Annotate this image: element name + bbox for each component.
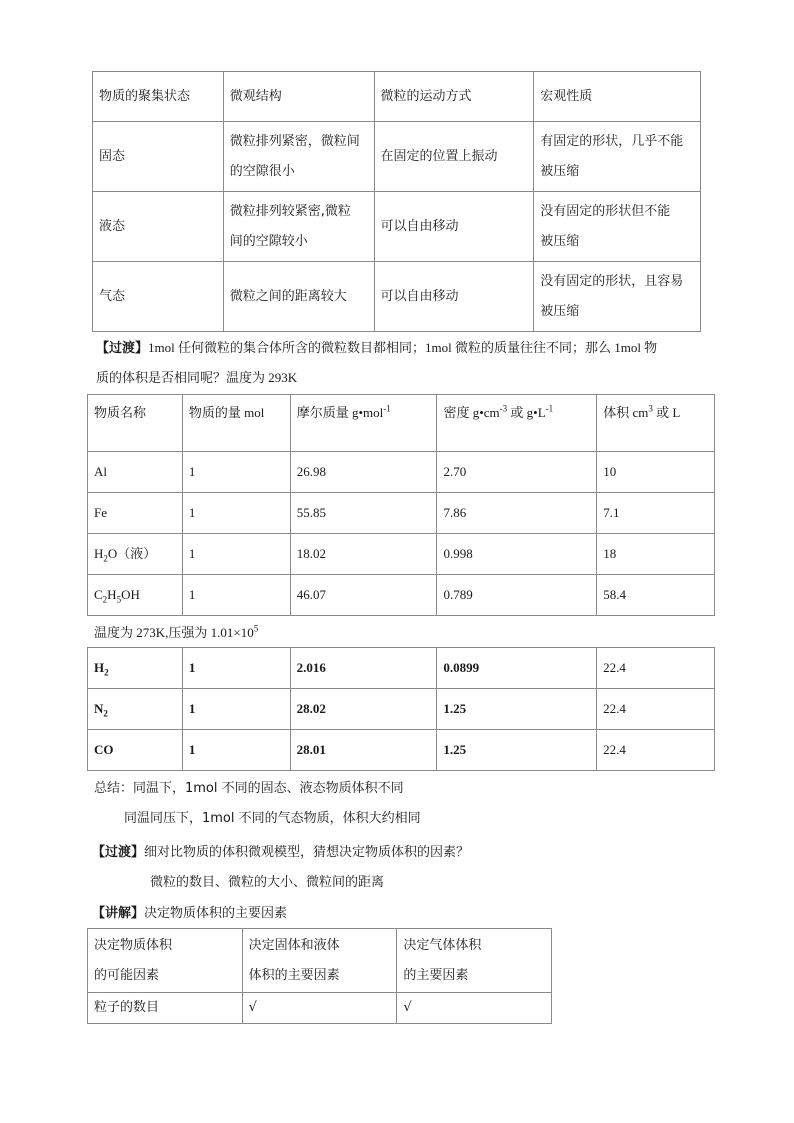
volume-cell: 58.4 (597, 575, 715, 616)
amount-cell: 1 (182, 452, 290, 493)
solid-liquid-table (87, 394, 715, 616)
gas-name-cell: $N_2$ (88, 689, 183, 730)
summary-line-1: 总结：同温下，1mol 不同的固态、液态物质体积不同 (94, 781, 404, 796)
table-row (88, 534, 715, 575)
table-row (93, 122, 701, 192)
table-row (88, 689, 715, 730)
volume-cell: 10 (597, 452, 715, 493)
micro-cell: 微粒排列较紧密,微粒 间的空隙较小 (223, 192, 374, 262)
header-cell: 微观结构 (223, 72, 374, 122)
factor-cell: 粒子的数目 (88, 993, 243, 1024)
transition-2 (92, 843, 469, 863)
micro-cell: 微粒排列紧密，微粒间 的空隙很小 (223, 122, 374, 192)
substance-cell: $H_2O$（液） (88, 534, 183, 575)
transition-paragraph (96, 338, 657, 359)
volume-cell: 22.4 (597, 689, 715, 730)
table-row (88, 452, 715, 493)
macro-cell: 没有固定的形状，且容易 被压缩 (534, 262, 701, 332)
motion-cell: 可以自由移动 (374, 192, 534, 262)
gas-name-cell: CO (88, 730, 183, 771)
states-table (92, 71, 701, 332)
header-cell: 微粒的运动方式 (374, 72, 534, 122)
state-cell: 气态 (93, 262, 224, 332)
density-cell: 0.0899 (437, 648, 597, 689)
transition-text: 细对比物质的体积微观模型，猜想决定物质体积的因素？ (144, 845, 470, 860)
header-cell: 体积 $cm^3$ 或 L (597, 395, 715, 452)
table-row (93, 262, 701, 332)
table-row (88, 575, 715, 616)
density-cell: 1.25 (437, 730, 597, 771)
substance-cell: $C_2H_5OH$ (88, 575, 183, 616)
header-cell: 宏观性质 (534, 72, 701, 122)
header-cell: 摩尔质量 g•mol$^{-1}$ (290, 395, 437, 452)
factors-table (87, 928, 552, 1024)
amount-cell: 1 (182, 575, 290, 616)
table-row (88, 493, 715, 534)
table-row (93, 192, 701, 262)
molar-mass-cell: 28.02 (290, 689, 437, 730)
amount-cell: 1 (182, 730, 290, 771)
molar-mass-cell: 28.01 (290, 730, 437, 771)
state-cell: 固态 (93, 122, 224, 192)
lecture-text: 决定物质体积的主要因素 (144, 906, 288, 921)
transition-text: 1mol 任何微粒的集合体所含的微粒数目都相同；1mol 微粒的质量往往不同；那么 1mol 物 (148, 340, 658, 355)
density-cell: 0.998 (437, 534, 597, 575)
substance-cell: Al (88, 452, 183, 493)
amount-cell: 1 (182, 689, 290, 730)
molar-mass-cell: 55.85 (290, 493, 437, 534)
transition-tag: 【过渡】 (92, 845, 145, 860)
gas-table (87, 647, 715, 771)
macro-cell: 有固定的形状，几乎不能 被压缩 (534, 122, 701, 192)
header-cell: 物质名称 (88, 395, 183, 452)
condition-text: 温度为 273K,压强为 $1.01\times 10^5$ (94, 623, 259, 640)
lecture-heading (92, 904, 287, 924)
factors-text: 微粒的数目、微粒的大小、微粒间的距离 (150, 875, 385, 890)
table-row (88, 993, 552, 1024)
header-cell: 决定物质体积 的可能因素 (88, 929, 243, 993)
header-cell: 密度 $g•cm^{-3}$ 或 $g•L^{-1}$ (437, 395, 597, 452)
motion-cell: 可以自由移动 (374, 262, 534, 332)
motion-cell: 在固定的位置上振动 (374, 122, 534, 192)
transition-tag: 【过渡】 (96, 341, 149, 356)
substance-cell: Fe (88, 493, 183, 534)
header-cell: 物质的量 mol (182, 395, 290, 452)
macro-cell: 没有固定的形状但不能 被压缩 (534, 192, 701, 262)
molar-mass-cell: 26.98 (290, 452, 437, 493)
volume-cell: 22.4 (597, 648, 715, 689)
header-cell: 决定固体和液体 体积的主要因素 (242, 929, 397, 993)
header-cell: 物质的聚集状态 (93, 72, 224, 122)
density-cell: 7.86 (437, 493, 597, 534)
header-cell: 决定气体体积 的主要因素 (397, 929, 552, 993)
micro-cell: 微粒之间的距离较大 (223, 262, 374, 332)
amount-cell: 1 (182, 648, 290, 689)
state-cell: 液态 (93, 192, 224, 262)
density-cell: 2.70 (437, 452, 597, 493)
density-cell: 1.25 (437, 689, 597, 730)
volume-cell: 18 (597, 534, 715, 575)
volume-cell: 7.1 (597, 493, 715, 534)
molar-mass-cell: 2.016 (290, 648, 437, 689)
density-cell: 0.789 (437, 575, 597, 616)
table-row (88, 648, 715, 689)
table-row (88, 730, 715, 771)
amount-cell: 1 (182, 493, 290, 534)
transition-paragraph-line2: 质的体积是否相同呢？温度为 293K (96, 370, 298, 385)
check-mark: √ (242, 993, 397, 1024)
molar-mass-cell: 18.02 (290, 534, 437, 575)
volume-cell: 22.4 (597, 730, 715, 771)
check-mark: √ (397, 993, 552, 1024)
molar-mass-cell: 46.07 (290, 575, 437, 616)
gas-name-cell: $H_2$ (88, 648, 183, 689)
lecture-tag: 【讲解】 (92, 906, 145, 921)
summary-line-2: 同温同压下，1mol 不同的气态物质，体积大约相同 (124, 811, 421, 826)
amount-cell: 1 (182, 534, 290, 575)
